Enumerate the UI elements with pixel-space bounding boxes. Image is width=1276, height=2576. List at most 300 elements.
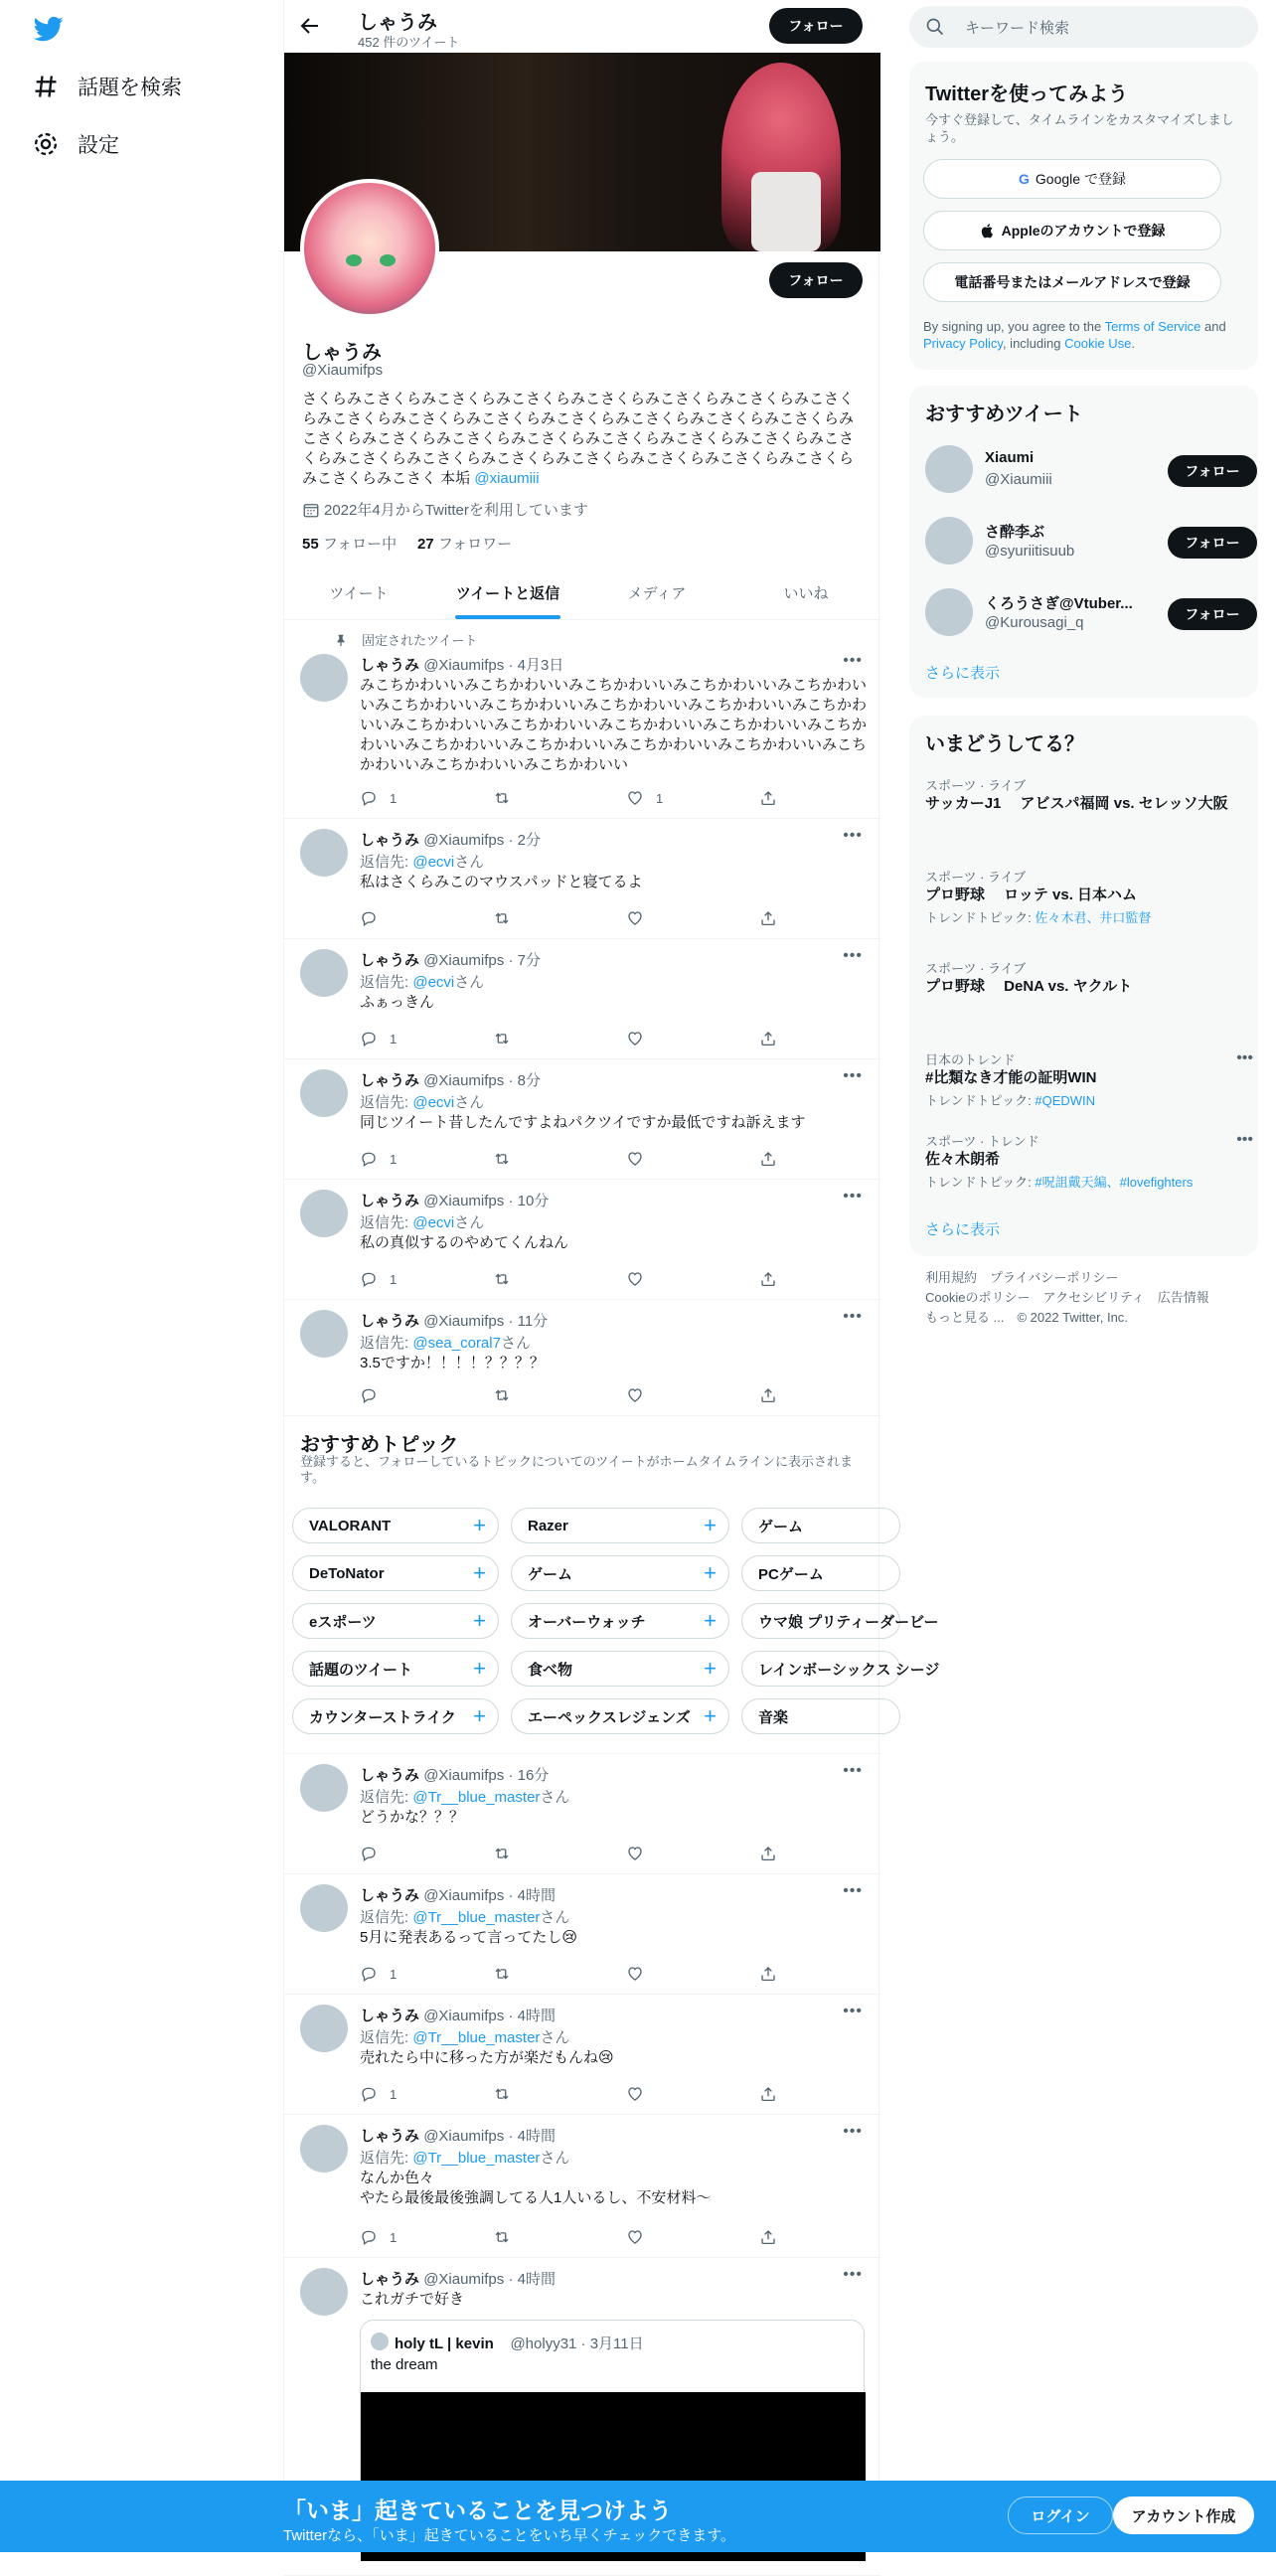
reply-context: 返信先: @Tr__blue_masterさん <box>360 2150 570 2167</box>
login-button[interactable]: ログイン <box>1008 2496 1113 2534</box>
retweet-icon <box>493 1270 511 1288</box>
plus-icon[interactable]: + <box>704 1656 717 1681</box>
tweet-text: 売れたら中に移った方が楽だもんね😢 <box>360 2049 614 2066</box>
reply-to-link[interactable]: @ecvi <box>412 974 455 991</box>
reply-button[interactable]: 1 <box>360 789 397 807</box>
nav-explore-label: 話題を検索 <box>78 77 182 99</box>
header-follow-button[interactable]: フォロー <box>769 8 863 44</box>
tweet-header <box>360 2125 556 2146</box>
twitter-bird-icon[interactable] <box>32 14 66 44</box>
topics-title: おすすめトピック <box>300 1434 459 1456</box>
tweet-header <box>360 949 541 970</box>
reply-icon <box>360 1845 378 1862</box>
retweet-button[interactable] <box>493 2228 523 2246</box>
share-button[interactable] <box>759 2228 789 2246</box>
heart-icon <box>626 1386 644 1404</box>
tweet-avatar[interactable] <box>300 654 348 702</box>
plus-icon[interactable]: + <box>704 1513 717 1537</box>
footer-line-2[interactable]: Cookieのポリシー アクセシビリティ 広告情報 <box>925 1290 1209 1305</box>
apple-signup-button[interactable]: Appleのアカウントで登録 <box>923 211 1221 250</box>
tweet-avatar[interactable] <box>300 2125 348 2173</box>
trend-title: 佐々木朗希 <box>925 1151 1001 1168</box>
topic-label: VALORANT <box>309 1517 392 1534</box>
following-link[interactable]: 55 フォロー中 <box>302 536 398 553</box>
tweet-author[interactable]: しゃうみ <box>360 832 420 849</box>
plus-icon[interactable]: + <box>473 1656 486 1681</box>
tweet-meta: @Xiaumifps · 11分 <box>423 1313 549 1330</box>
tweet[interactable] <box>284 2115 880 2258</box>
topic-chip[interactable] <box>292 1651 499 1687</box>
profile-column <box>283 0 940 2552</box>
profile-handle: @Xiaumifps <box>302 362 384 379</box>
topic-chip[interactable] <box>741 1555 900 1591</box>
like-button[interactable] <box>626 1030 656 1047</box>
reply-button[interactable]: 1 <box>360 1965 397 1983</box>
tweet-actions <box>360 1030 797 1049</box>
reply-button[interactable]: 1 <box>360 2085 397 2103</box>
footer-line-1[interactable]: 利用規約 プライバシーポリシー <box>925 1270 1119 1285</box>
share-button[interactable] <box>759 1845 789 1862</box>
who-to-follow-item[interactable] <box>925 445 1243 495</box>
like-button[interactable] <box>626 2228 656 2246</box>
tweet-actions <box>360 909 797 929</box>
topic-label: 音楽 <box>758 1708 789 1726</box>
more-options-icon[interactable]: ••• <box>843 2123 863 2140</box>
share-icon <box>759 1845 777 1862</box>
signup-title: Twitterを使ってみよう <box>925 83 1129 105</box>
topic-label: 話題のツイート <box>309 1661 412 1679</box>
tweet[interactable] <box>284 1059 880 1180</box>
tweet-text: みこちかわいいみこちかわいいみこちかわいいみこちかわいいみこちかわいいみこちかわいいみこちかわいいみこちかわいいみこちかわいいみこちかわいいみこちかわいいみこちかわいいみこちかわいいみこちかわいいみこちかわいいみこちかわいいみこちかわいいみこちかわいいみこちかわいいみこちかわいいみこちかわいいみこちかわいい <box>360 677 868 773</box>
more-options-icon[interactable]: ••• <box>843 1308 863 1325</box>
tweet[interactable] <box>284 1754 880 1874</box>
tweet-text: 私の真似するのやめてくんねん <box>360 1234 569 1251</box>
trend-category: スポーツ · トレンド <box>925 1134 1039 1149</box>
user-handle: @Kurousagi_q <box>985 614 1084 631</box>
like-button[interactable] <box>626 909 656 927</box>
create-account-button[interactable]: アカウント作成 <box>1113 2496 1254 2534</box>
trend-category: 日本のトレンド <box>925 1052 1016 1067</box>
share-button[interactable] <box>759 2085 789 2103</box>
trend-item[interactable] <box>925 958 1243 997</box>
profile-bio <box>302 390 863 489</box>
bio-link[interactable]: @xiaumiii <box>474 470 540 487</box>
share-icon <box>759 789 777 807</box>
share-icon <box>759 2228 777 2246</box>
tweet-avatar[interactable] <box>300 829 348 877</box>
trend-title: プロ野球 DeNA vs. ヤクルト <box>925 978 1133 995</box>
heart-icon <box>626 1965 644 1983</box>
topic-chip[interactable] <box>511 1603 729 1639</box>
retweet-icon <box>493 1030 511 1047</box>
trend-title: #比類なき才能の証明WIN <box>925 1069 1097 1086</box>
who-to-follow-more-link[interactable]: さらに表示 <box>925 665 1001 682</box>
heart-icon <box>626 1845 644 1862</box>
plus-icon[interactable]: + <box>704 1560 717 1585</box>
topic-label: オーバーウォッチ <box>528 1613 646 1631</box>
heart-icon <box>626 1270 644 1288</box>
tweet-author[interactable]: しゃうみ <box>360 952 420 969</box>
user-name: Xiaumi <box>985 449 1035 466</box>
more-options-icon[interactable]: ••• <box>843 947 863 964</box>
cookie-link[interactable]: Cookie Use <box>1064 336 1132 351</box>
topic-chip[interactable] <box>741 1698 900 1734</box>
trends-more-link[interactable]: さらに表示 <box>925 1221 1001 1238</box>
right-sidebar <box>879 0 1276 2552</box>
tweet[interactable] <box>284 1874 880 1995</box>
signup-bottom-bar <box>0 2481 1276 2552</box>
tweet-author[interactable]: しゃうみ <box>360 2271 420 2288</box>
tweet-avatar[interactable] <box>300 2005 348 2052</box>
tab-tweets-replies[interactable]: ツイートと返信 <box>433 566 582 619</box>
follow-stats <box>302 533 512 554</box>
tweet[interactable] <box>284 1180 880 1300</box>
trends-card <box>909 716 1258 1256</box>
retweet-icon <box>493 2085 511 2103</box>
topic-chip[interactable] <box>511 1555 729 1591</box>
like-button[interactable] <box>626 1270 656 1288</box>
like-button[interactable]: 1 <box>626 789 663 807</box>
more-options-icon[interactable]: ••• <box>843 652 863 669</box>
tweet-actions <box>360 2228 797 2248</box>
tweet-actions <box>360 1386 797 1406</box>
trend-title: プロ野球 ロッテ vs. 日本ハム <box>925 886 1138 903</box>
tweet-meta: @Xiaumifps · 4時間 <box>423 2008 556 2024</box>
tweet-header <box>360 1310 548 1331</box>
tweet-author[interactable]: しゃうみ <box>360 1313 420 1330</box>
reply-icon <box>360 1030 378 1047</box>
share-button[interactable] <box>759 789 789 807</box>
retweet-icon <box>493 2228 511 2246</box>
more-options-icon[interactable]: ••• <box>843 1882 863 1899</box>
profile-avatar[interactable] <box>300 179 439 318</box>
topic-chip[interactable] <box>292 1698 499 1734</box>
tweet-meta: @Xiaumifps · 4時間 <box>423 2128 556 2145</box>
follow-button[interactable]: フォロー <box>1168 527 1257 559</box>
trend-item[interactable] <box>925 1131 1253 1191</box>
google-icon: G <box>1019 171 1030 187</box>
topic-chip[interactable] <box>741 1603 939 1639</box>
reply-icon <box>360 1150 378 1168</box>
share-button[interactable] <box>759 1030 789 1047</box>
more-options-icon[interactable]: ••• <box>843 1067 863 1084</box>
topic-chip[interactable] <box>511 1651 729 1687</box>
reply-to-link[interactable]: @Tr__blue_master <box>412 2029 541 2046</box>
tweet-author[interactable]: しゃうみ <box>360 2008 420 2024</box>
share-icon <box>759 1150 777 1168</box>
share-button[interactable] <box>759 1150 789 1168</box>
trend-title: サッカーJ1 アビスパ福岡 vs. セレッソ大阪 <box>925 795 1228 812</box>
tweet[interactable] <box>284 624 880 819</box>
reply-button[interactable] <box>360 1386 390 1404</box>
user-name: さ酔李ぶ <box>985 524 1045 541</box>
topic-chip[interactable] <box>741 1508 900 1543</box>
reply-icon <box>360 1386 378 1404</box>
profile-name: しゃうみ <box>302 342 382 364</box>
reply-to-link[interactable]: @ecvi <box>412 1094 455 1111</box>
tweet-avatar[interactable] <box>300 949 348 997</box>
trend-category: スポーツ · ライブ <box>925 778 1027 793</box>
like-button[interactable] <box>626 1845 656 1862</box>
like-button[interactable] <box>626 1386 656 1404</box>
trend-item[interactable] <box>925 867 1243 926</box>
reply-context: 返信先: @ecviさん <box>360 854 485 871</box>
reply-button[interactable]: 1 <box>360 1150 397 1168</box>
profile-follow-button[interactable]: フォロー <box>769 262 863 298</box>
tweet-avatar[interactable] <box>300 1884 348 1932</box>
tweet-header <box>360 1884 556 1905</box>
tweet-meta: @Xiaumifps · 10分 <box>423 1193 550 1209</box>
user-handle: @syuriitisuub <box>985 543 1075 560</box>
header-name: しゃうみ <box>358 12 437 34</box>
who-to-follow-item[interactable] <box>925 517 1243 566</box>
tweet-author[interactable]: しゃうみ <box>360 1767 420 1784</box>
tweet-header <box>360 829 541 850</box>
heart-icon <box>626 789 644 807</box>
reply-button[interactable]: 1 <box>360 1030 397 1047</box>
heart-icon <box>626 2085 644 2103</box>
more-options-icon[interactable]: ••• <box>843 1188 863 1205</box>
retweet-icon <box>493 1845 511 1862</box>
tweet-text: ふぁっきん <box>360 994 435 1011</box>
pin-icon <box>334 633 348 647</box>
reply-button[interactable] <box>360 909 390 927</box>
topic-label: eスポーツ <box>309 1613 377 1631</box>
retweet-button[interactable] <box>493 1386 523 1404</box>
tweet-header <box>360 2005 556 2025</box>
footer-links <box>925 1268 1243 1328</box>
topic-label: ゲーム <box>758 1518 804 1535</box>
retweet-button[interactable] <box>493 1965 523 1983</box>
reply-button[interactable] <box>360 1845 390 1862</box>
retweet-button[interactable] <box>493 909 523 927</box>
plus-icon[interactable]: + <box>473 1703 486 1728</box>
tweet-meta: @Xiaumifps · 16分 <box>423 1767 550 1784</box>
retweet-button[interactable] <box>493 1150 523 1168</box>
retweet-button[interactable] <box>493 1845 523 1862</box>
reply-icon <box>360 2228 378 2246</box>
reply-context: 返信先: @sea_coral7さん <box>360 1335 531 1352</box>
trend-item[interactable] <box>925 1049 1253 1109</box>
reply-icon <box>360 1270 378 1288</box>
like-button[interactable] <box>626 1150 656 1168</box>
reply-button[interactable]: 1 <box>360 2228 397 2246</box>
google-signup-button[interactable]: G Google で登録 <box>923 159 1221 199</box>
trend-subtopics: トレンドトピック: 佐々木君、井口監督 <box>925 910 1152 925</box>
more-options-icon[interactable]: ••• <box>1236 1131 1253 1148</box>
reply-icon <box>360 2085 378 2103</box>
reply-icon <box>360 789 378 807</box>
tweet-avatar[interactable] <box>300 1069 348 1117</box>
reply-button[interactable]: 1 <box>360 1270 397 1288</box>
tweet[interactable] <box>284 819 880 939</box>
search-icon <box>925 17 945 37</box>
trend-category: スポーツ · ライブ <box>925 961 1027 976</box>
followers-link[interactable]: 27 フォロワー <box>416 536 513 553</box>
tweet[interactable] <box>284 939 880 1059</box>
tweet-avatar[interactable] <box>300 1764 348 1812</box>
reply-to-link[interactable]: @ecvi <box>412 1214 455 1231</box>
tweet-text: 3.5ですか！！！！？？？？ <box>360 1355 545 1371</box>
reply-icon <box>360 909 378 927</box>
share-icon <box>759 1270 777 1288</box>
topic-label: カウンターストライク <box>309 1708 456 1726</box>
reply-context: 返信先: @ecviさん <box>360 974 485 991</box>
nav-settings[interactable] <box>32 129 119 159</box>
tweet-text: これガチで好き <box>360 2291 465 2308</box>
tweet-text: 同じツイート昔したんですよねパクツイですか最低ですね訴えます <box>360 1114 806 1131</box>
topic-chip[interactable] <box>292 1603 499 1639</box>
tweet-header <box>360 1190 549 1210</box>
topic-label: エーペックスレジェンズ <box>528 1708 691 1726</box>
trend-item[interactable] <box>925 775 1243 814</box>
tweet-text: 私はさくらみこのマウスパッドと寝てるよ <box>360 874 643 890</box>
footer-line-3[interactable]: もっと見る ... © 2022 Twitter, Inc. <box>925 1310 1128 1325</box>
share-button[interactable] <box>759 909 789 927</box>
who-to-follow-title: おすすめツイート <box>925 403 1083 425</box>
tweet[interactable] <box>284 1995 880 2115</box>
tab-likes[interactable]: いいね <box>783 585 829 602</box>
tweet-meta: @Xiaumifps · 4月3日 <box>423 657 564 674</box>
user-avatar[interactable] <box>925 517 973 564</box>
topic-chip[interactable] <box>741 1651 940 1687</box>
tweet-header <box>360 1764 549 1785</box>
left-nav <box>0 0 283 2552</box>
retweet-icon <box>493 1965 511 1983</box>
share-button[interactable] <box>759 1965 789 1983</box>
gear-icon <box>32 130 60 158</box>
trend-subtopics: トレンドトピック: #QEDWIN <box>925 1093 1096 1108</box>
topic-chip[interactable] <box>292 1555 499 1591</box>
heart-icon <box>626 1150 644 1168</box>
retweet-button[interactable] <box>493 1270 523 1288</box>
heart-icon <box>626 1030 644 1047</box>
topic-chip[interactable] <box>292 1508 499 1543</box>
tweet-author[interactable]: しゃうみ <box>360 1887 420 1904</box>
tweet-author[interactable]: しゃうみ <box>360 657 420 674</box>
topic-label: レインボーシックス シージ <box>758 1661 940 1679</box>
reply-to-link[interactable]: @sea_coral7 <box>412 1335 501 1352</box>
follow-button[interactable]: フォロー <box>1168 598 1257 630</box>
pinned-label: 固定されたツイート <box>334 630 477 649</box>
tab-media[interactable]: メディア <box>627 585 687 602</box>
tweet-header <box>360 654 563 675</box>
tweet[interactable] <box>284 1300 880 1416</box>
reply-to-link[interactable]: @Tr__blue_master <box>412 2150 541 2167</box>
share-icon <box>759 909 777 927</box>
signup-sub: 今すぐ登録して、タイムラインをカスタマイズしましょう。 <box>925 112 1234 144</box>
tweet-header <box>360 2268 556 2289</box>
share-button[interactable] <box>759 1386 789 1404</box>
tab-tweets[interactable]: ツイート <box>329 585 389 602</box>
search-placeholder: キーワード検索 <box>965 19 1070 37</box>
retweet-icon <box>493 1150 511 1168</box>
calendar-icon <box>302 501 320 519</box>
tweet-actions <box>360 1150 797 1170</box>
reply-context: 返信先: @ecviさん <box>360 1214 485 1231</box>
topic-chip[interactable] <box>511 1698 729 1734</box>
share-icon <box>759 1386 777 1404</box>
tweet-actions <box>360 2085 797 2105</box>
quoted-header: holy tL | kevin @holyy31 · 3月11日 <box>395 2335 644 2352</box>
who-to-follow-item[interactable] <box>925 588 1243 638</box>
nav-settings-label: 設定 <box>78 134 119 157</box>
topic-chip[interactable] <box>511 1508 729 1543</box>
retweet-button[interactable] <box>493 1030 523 1047</box>
reply-context: 返信先: @Tr__blue_masterさん <box>360 1909 570 1926</box>
reply-context: 返信先: @Tr__blue_masterさん <box>360 2029 570 2046</box>
plus-icon[interactable]: + <box>473 1513 486 1537</box>
tweet-avatar[interactable] <box>300 1190 348 1237</box>
tweet-meta: @Xiaumifps · 2分 <box>423 832 541 849</box>
more-options-icon[interactable]: ••• <box>843 827 863 844</box>
search-input[interactable] <box>909 6 1258 48</box>
share-button[interactable] <box>759 1270 789 1288</box>
topics-description: 登録すると、フォローしているトピックについてのツイートがホームタイムラインに表示されます。 <box>300 1454 854 1485</box>
retweet-button[interactable] <box>493 2085 523 2103</box>
user-avatar[interactable] <box>925 588 973 636</box>
plus-icon[interactable]: + <box>473 1608 486 1633</box>
tweet-author[interactable]: しゃうみ <box>360 1072 420 1089</box>
plus-icon[interactable]: + <box>473 1560 486 1585</box>
reply-context: 返信先: @ecviさん <box>360 1094 485 1111</box>
profile-tabs <box>284 566 880 620</box>
share-icon <box>759 2085 777 2103</box>
topic-label: Razer <box>528 1517 568 1534</box>
back-arrow-icon[interactable] <box>298 14 322 38</box>
like-button[interactable] <box>626 1965 656 1983</box>
heart-icon <box>626 909 644 927</box>
who-to-follow-card <box>909 386 1258 698</box>
tweet-author[interactable]: しゃうみ <box>360 2128 420 2145</box>
bottom-bar-subtitle: Twitterなら、「いま」起きていることをいち早くチェックできます。 <box>283 2527 736 2544</box>
reply-to-link[interactable]: @Tr__blue_master <box>412 1789 541 1806</box>
retweet-icon <box>493 789 511 807</box>
tweet-author[interactable]: しゃうみ <box>360 1193 420 1209</box>
reply-to-link[interactable]: @ecvi <box>412 854 455 871</box>
trends-title: いまどうしてる？ <box>925 733 1084 755</box>
like-button[interactable] <box>626 2085 656 2103</box>
topic-label: ゲーム <box>528 1565 573 1583</box>
joined-date <box>302 499 588 520</box>
terms-link[interactable]: Terms of Service <box>1104 319 1201 334</box>
more-options-icon[interactable]: ••• <box>843 2003 863 2019</box>
more-options-icon[interactable]: ••• <box>1236 1049 1253 1066</box>
topic-label: ウマ娘 プリティーダービー <box>758 1613 939 1631</box>
plus-icon[interactable]: + <box>704 1703 717 1728</box>
tweet-avatar[interactable] <box>300 2268 348 2316</box>
nav-explore[interactable] <box>32 72 182 101</box>
tweet-text: 5月に発表あるって言ってたし😢 <box>360 1929 577 1946</box>
reply-to-link[interactable]: @Tr__blue_master <box>412 1909 541 1926</box>
share-icon <box>759 1965 777 1983</box>
bio-text: さくらみこさくらみこさくらみこさくらみこさくらみこさくらみこさくらみこさくらみこさくらみこさくらみこさくらみこさくらみこさくらみこさくらみこさくらみこさくらみこさくらみこさくらみこさくらみこさくらみこさくらみこさくらみこさくらみこさくらみこさくらみこさくらみこさくらみこさくらみこさくらみこさくらみこさくらみこさく 本垢 <box>302 391 855 487</box>
retweet-button[interactable] <box>493 789 523 807</box>
privacy-link[interactable]: Privacy Policy <box>923 336 1003 351</box>
more-options-icon[interactable]: ••• <box>843 1762 863 1779</box>
topic-label: 食べ物 <box>528 1661 573 1679</box>
follow-button[interactable]: フォロー <box>1168 455 1257 487</box>
plus-icon[interactable]: + <box>704 1608 717 1633</box>
heart-icon <box>626 2228 644 2246</box>
tweet-avatar[interactable] <box>300 1310 348 1358</box>
tweet-meta: @Xiaumifps · 4時間 <box>423 1887 556 1904</box>
phone-email-signup-button[interactable]: 電話番号またはメールアドレスで登録 <box>923 262 1221 302</box>
user-avatar[interactable] <box>925 445 973 493</box>
more-options-icon[interactable]: ••• <box>843 2266 863 2283</box>
tweet-actions <box>360 1270 797 1290</box>
share-icon <box>759 1030 777 1047</box>
